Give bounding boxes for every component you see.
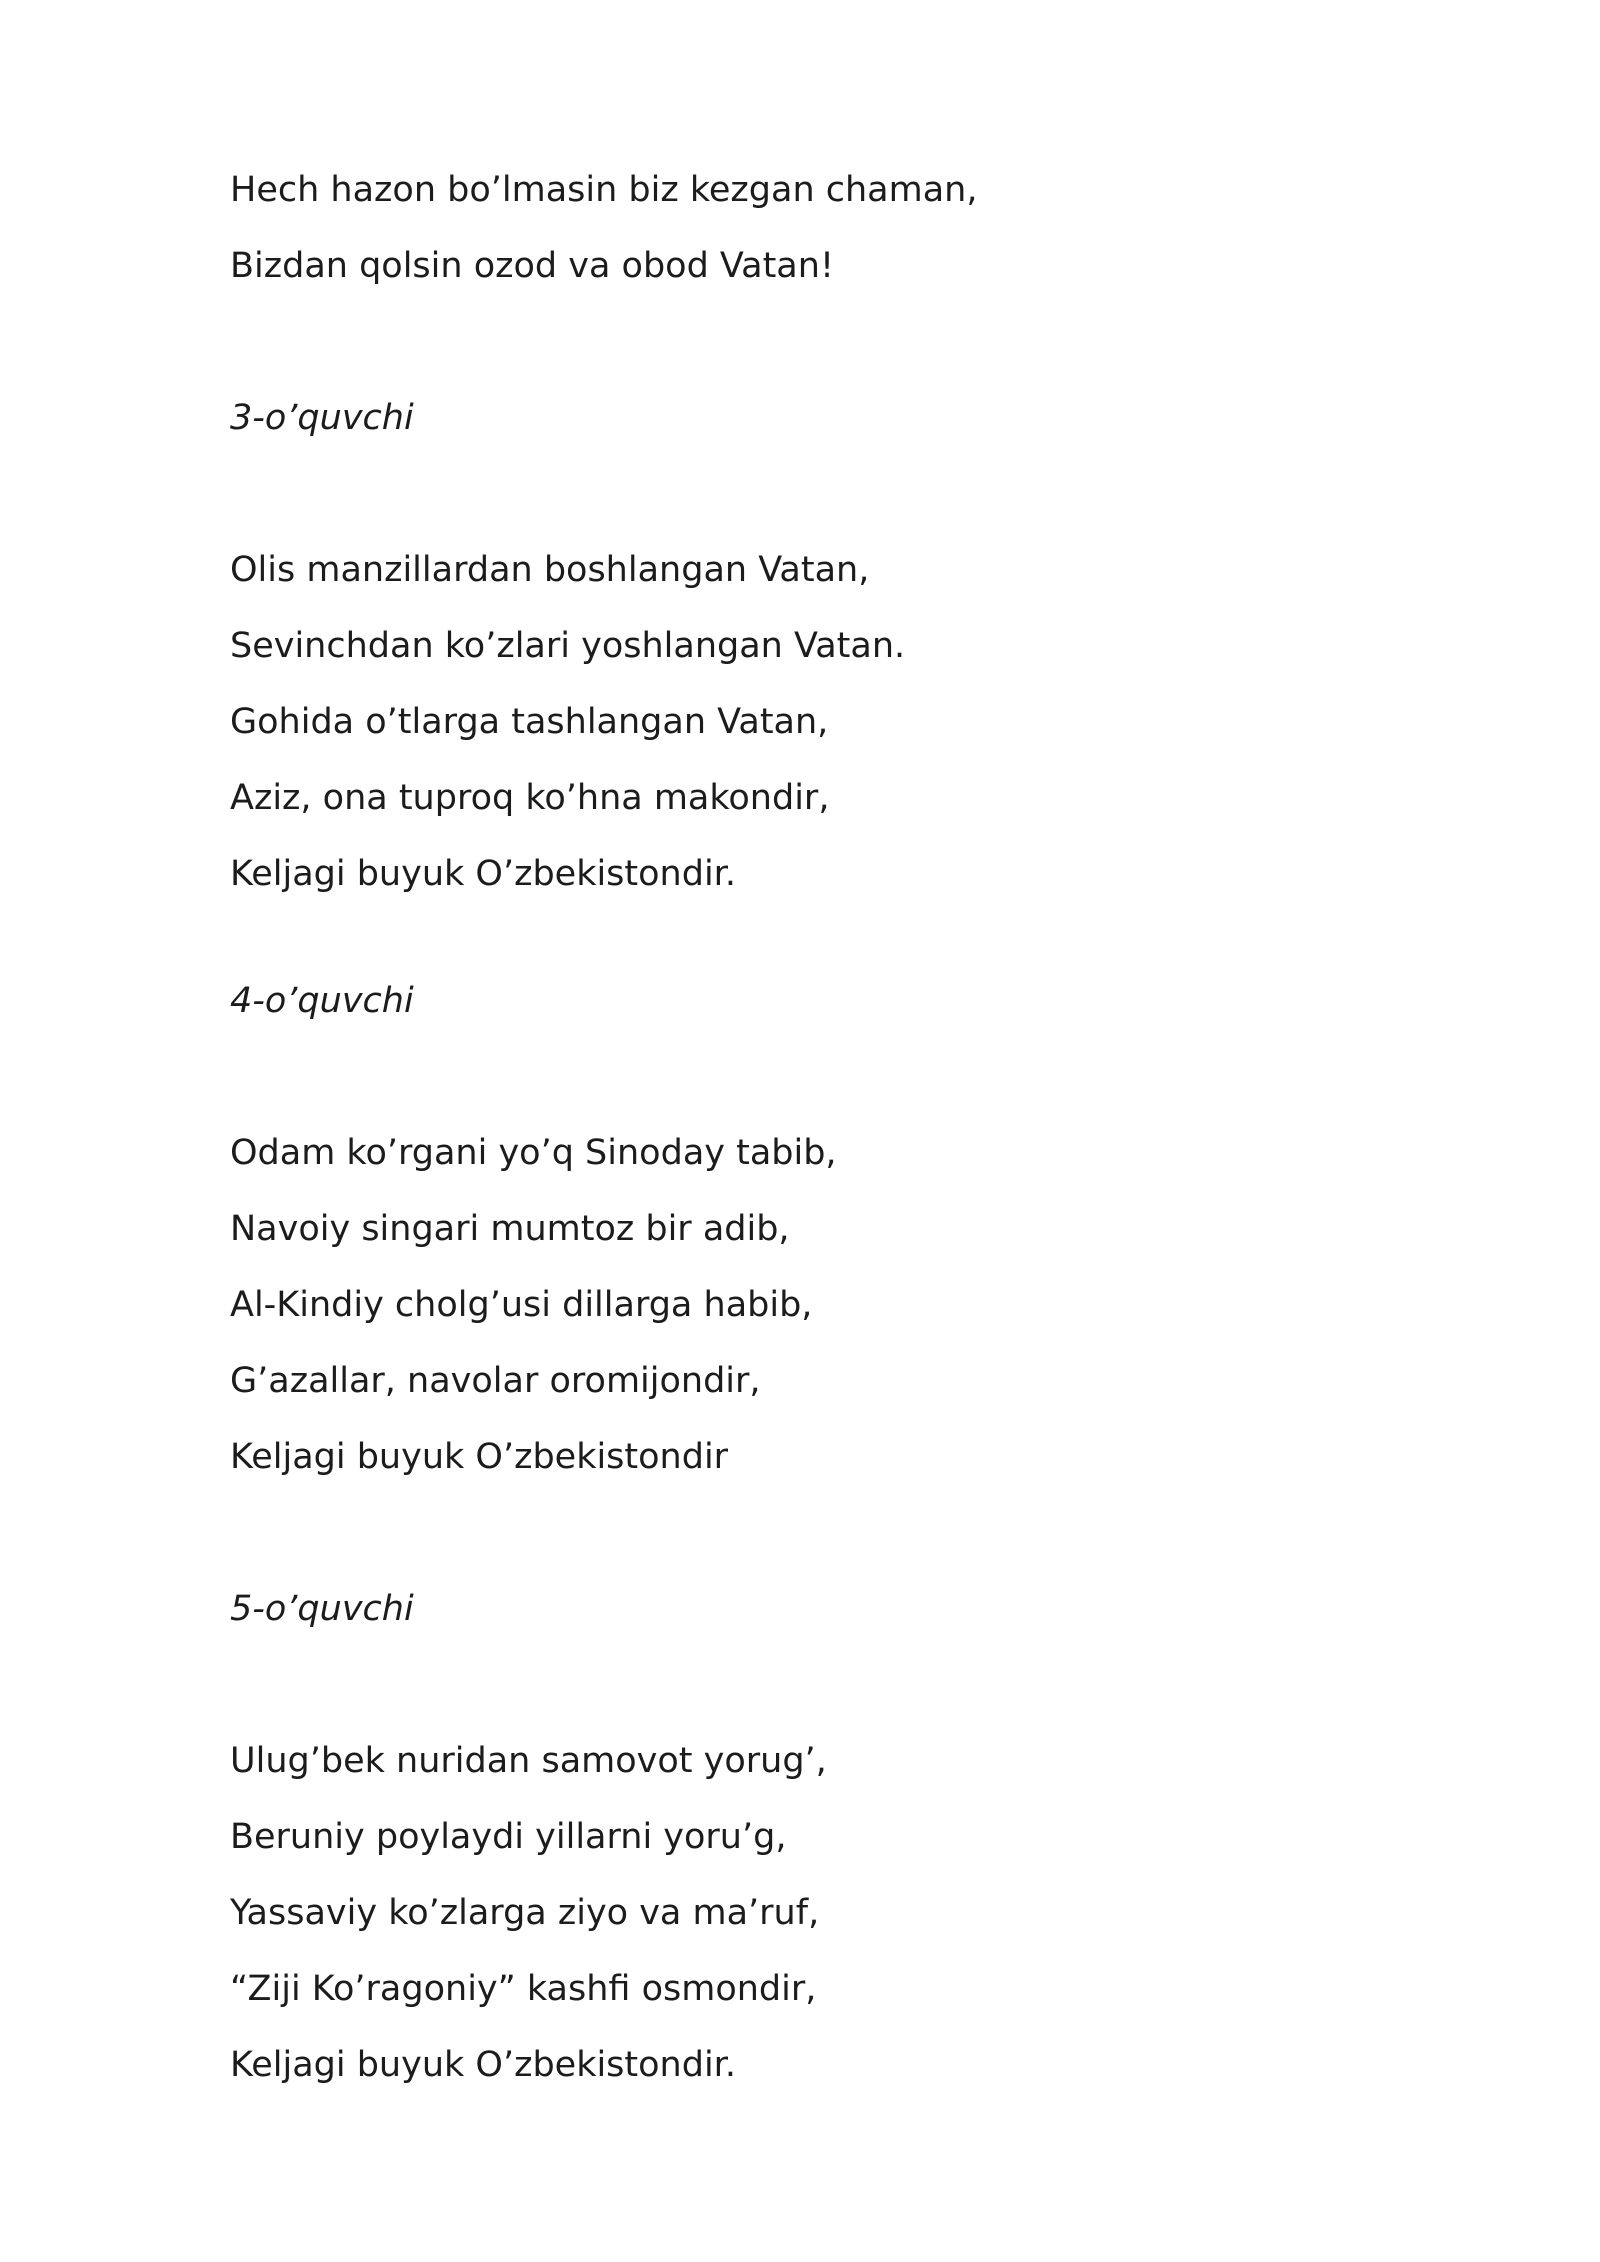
- poem-line: Keljagi buyuk O’zbekistondir: [230, 1437, 729, 1477]
- stanza-intro: [230, 152, 1430, 304]
- reader-label-3: 3-o’quvchi: [230, 398, 414, 438]
- poem-line: Hech hazon bo’lmasin biz kezgan chaman,: [230, 170, 978, 210]
- poem-line: Al-Kindiy cholg’usi dillarga habib,: [230, 1285, 813, 1325]
- poem-line: Aziz, ona tuproq ko’hna makondir,: [230, 778, 830, 818]
- poem-line: Beruniy poylaydi yillarni yoru’g,: [230, 1817, 787, 1857]
- poem-line: G’azallar, navolar oromijondir,: [230, 1361, 761, 1401]
- stanza-reader-4: [230, 1115, 1430, 1495]
- poem-line: Navoiy singari mumtoz bir adib,: [230, 1209, 790, 1249]
- poem-line: Keljagi buyuk O’zbekistondir.: [230, 854, 736, 894]
- poem-body: [230, 152, 1430, 2103]
- poem-line: Ulug’bek nuridan samovot yorug’,: [230, 1741, 827, 1781]
- reader-label-5: 5-o’quvchi: [230, 1589, 414, 1629]
- poem-line: Sevinchdan ko’zlari yoshlangan Vatan.: [230, 626, 906, 666]
- stanza-reader-5: [230, 1723, 1430, 2103]
- stanza-reader-3: [230, 532, 1430, 912]
- reader-label-4: 4-o’quvchi: [230, 981, 414, 1021]
- poem-line: Odam ko’rgani yo’q Sinoday tabib,: [230, 1133, 837, 1173]
- poem-line: Keljagi buyuk O’zbekistondir.: [230, 2045, 736, 2085]
- poem-line: Gohida o’tlarga tashlangan Vatan,: [230, 702, 829, 742]
- poem-line: Bizdan qolsin ozod va obod Vatan!: [230, 246, 834, 286]
- poem-line: Olis manzillardan boshlangan Vatan,: [230, 550, 870, 590]
- poem-line: Yassaviy ko’zlarga ziyo va ma’ruf,: [230, 1893, 820, 1933]
- poem-line: “Ziji Ko’ragoniy” kashfi osmondir,: [230, 1969, 817, 2009]
